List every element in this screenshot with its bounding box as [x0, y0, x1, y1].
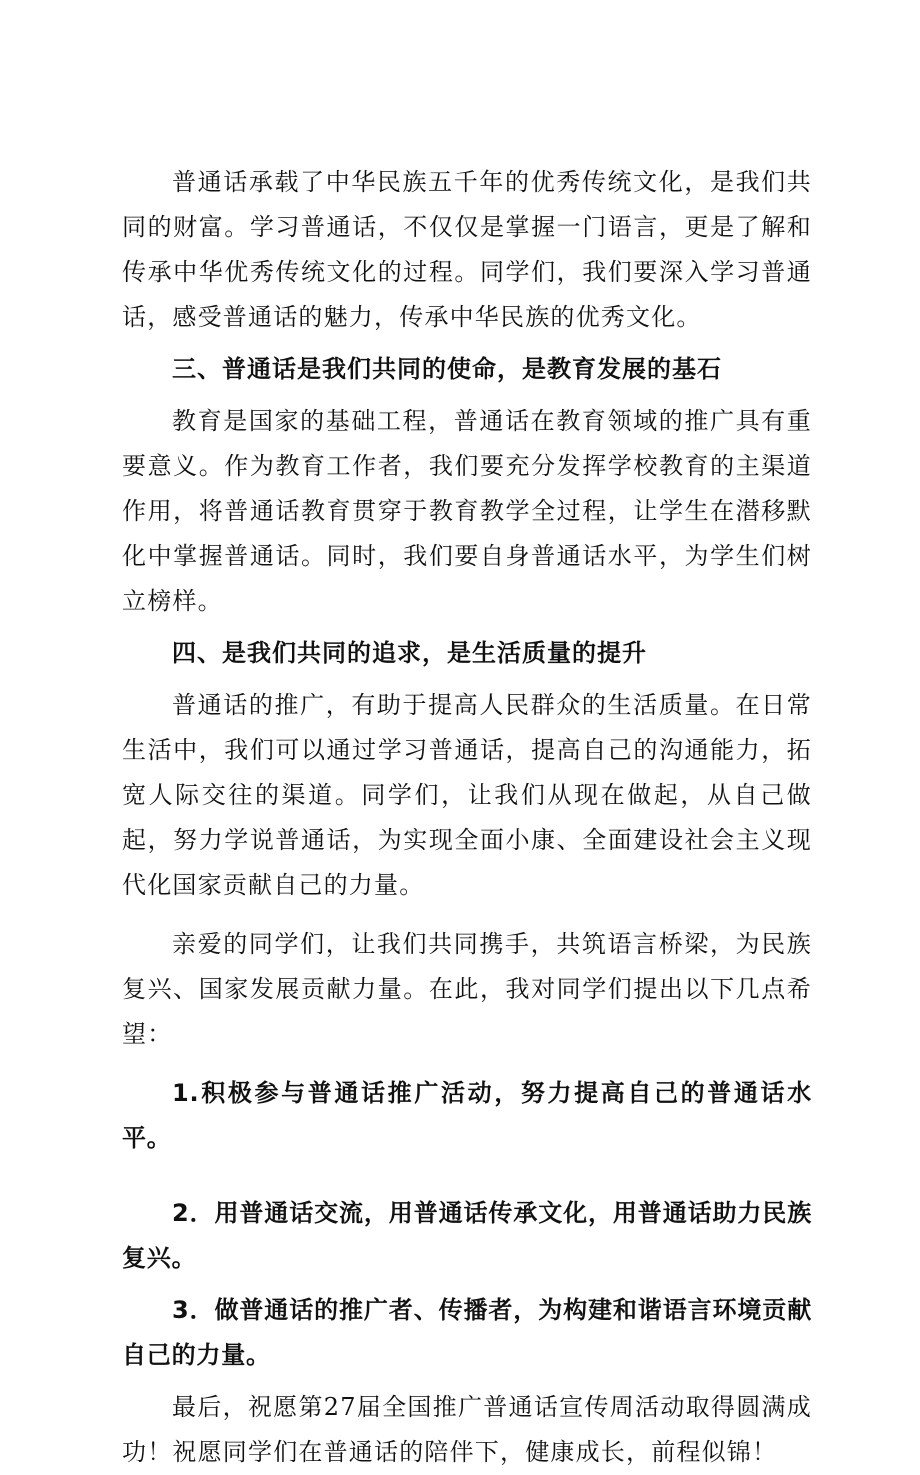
paragraph-culture: 普通话承载了中华民族五千年的优秀传统文化，是我们共同的财富。学习普通话，不仅仅是掌握一门语言，更是了解和传承中华优秀传统文化的过程。同学们，我们要深入学习普通话，感受普通话的魅力，传承中华民族的优秀文化。 — [122, 168, 812, 331]
hope-item-2: 2．用普通话交流，用普通话传承文化，用普通话助力民族复兴。 — [122, 1199, 812, 1272]
spacer — [122, 1161, 812, 1191]
spacer — [122, 1281, 812, 1288]
hope-item-3: 3．做普通话的推广者、传播者，为构建和谐语言环境贡献自己的力量。 — [122, 1296, 812, 1369]
spacer — [122, 1378, 812, 1385]
spacer — [122, 340, 812, 347]
paragraph-hopes-intro: 亲爱的同学们，让我们共同携手，共筑语言桥梁，为民族复兴、国家发展贡献力量。在此，我对同学们提出以下几点希望： — [122, 930, 812, 1048]
spacer — [122, 908, 812, 922]
paragraph-education: 教育是国家的基础工程，普通话在教育领域的推广具有重要意义。作为教育工作者，我们要充分发挥学校教育的主渠道作用，将普通话教育贯穿于教育教学全过程，让学生在潜移默化中掌握普通话。同时，我们要自身普通话水平，为学生们树立榜样。 — [122, 407, 812, 615]
section-heading-3: 三、普通话是我们共同的使命，是教育发展的基石 — [172, 355, 722, 383]
document-body — [122, 160, 812, 1475]
spacer — [122, 1057, 812, 1071]
hope-item-1: 1.积极参与普通话推广活动，努力提高自己的普通话水平。 — [122, 1079, 812, 1152]
spacer — [122, 676, 812, 683]
paragraph-life-quality: 普通话的推广，有助于提高人民群众的生活质量。在日常生活中，我们可以通过学习普通话，提高自己的沟通能力，拓宽人际交往的渠道。同学们，让我们从现在做起，从自己做起，努力学说普通话，为实现全面小康、全面建设社会主义现代化国家贡献自己的力量。 — [122, 691, 812, 899]
spacer — [122, 392, 812, 399]
paragraph-closing: 最后，祝愿第27届全国推广普通话宣传周活动取得圆满成功！祝愿同学们在普通话的陪伴下，健康成长，前程似锦！ — [122, 1393, 812, 1466]
section-heading-4: 四、是我们共同的追求，是生活质量的提升 — [172, 639, 647, 667]
spacer — [122, 624, 812, 631]
